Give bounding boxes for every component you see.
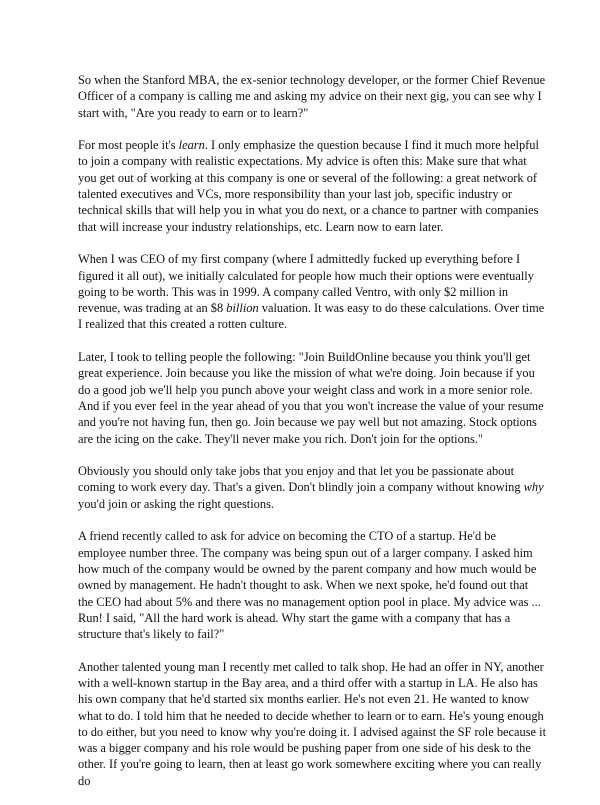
emphasis-why: why [523,480,544,495]
emphasis-learn: learn [178,138,205,153]
text-run: A friend recently called to ask for advice on becoming the CTO of a startup. He'd be employee number three. The company was being spun out of a larger company. I asked him how much of the company would be owned by the parent company and how much would be owned by management. He hadn't thought to ask. When we next spoke, he'd found out that the CEO had about 5% and there was no management option pool in place. My advice was ... Run! I said, "All the hard work is ahead. Why start the game with a company that has a structure that's likely to fail?" [78,529,541,642]
paragraph-1 [78,72,546,121]
text-run: Obviously you should only take jobs that you enjoy and that let you be passionate about coming to work every day. That's a given. Don't blindly join a company without knowing [78,464,524,495]
paragraph-7 [78,659,546,789]
text-run: When I was CEO of my first company (where I admittedly fucked up everything before I figured it all out), we initially calculated for people how much their options were eventually going to be worth. This was in 1999. A company called Ventro, with only $2 million in revenue, was trading at an $8 [78,252,534,316]
text-run: So when the Stanford MBA, the ex-senior technology developer, or the former Chief Revenue Officer of a company is calling me and asking my advice on their next gig, you can see why I start with, "Are you ready to earn or to learn?" [78,73,546,120]
document-page [78,72,546,805]
paragraph-5 [78,463,546,512]
text-run: For most people it's [78,138,179,153]
text-run: you'd join or asking the right questions. [78,496,274,511]
text-run: Another talented young man I recently met called to talk shop. He had an offer in NY, another with a well-known startup in the Bay area, and a third offer with a startup in LA. He also has his own company that he'd started six months earlier. He's not even 21. He wanted to know what to do. I told him that he needed to decide whether to learn or to earn. He's young enough to do either, but you need to know why you're doing it. I advised against the SF role because it was a bigger company and his role would be pushing paper from one side of his desk to the other. If you're going to learn, then at least go work somewhere exciting where you can really do [78,659,547,788]
text-run: Later, I took to telling people the following: "Join BuildOnline because you think you'll get great experience. Join because you like the mission of what we're doing. Join because if you do a good job we'll help you punch above your weight class and work in a more senior role. And if you ever feel in the year ahead of you that you won't increase the value of your resume and you're not having fun, then go. Join because we pay well but not amazing. Stock options are the icing on the cake. They'll never make you rich. Don't join for the options." [78,350,544,446]
emphasis-billion: billion [226,301,259,316]
text-run: . I only emphasize the question because I find it much more helpful to join a company with realistic expectations. My advice is often this: Make sure that what you get out of working at this company is one or several of the following: a great network of talented executives and VCs, more responsibility than your last job, specific industry or technical skills that will help you in what you do next, or a chance to partner with companies that will increase your industry relationships, etc. Learn now to earn later. [78,138,539,234]
paragraph-6 [78,528,546,642]
paragraph-2 [78,137,546,235]
paragraph-4 [78,349,546,447]
paragraph-3 [78,251,546,332]
text-run: valuation. It was easy to do these calculations. Over time I realized that this created a rotten culture. [78,301,545,332]
